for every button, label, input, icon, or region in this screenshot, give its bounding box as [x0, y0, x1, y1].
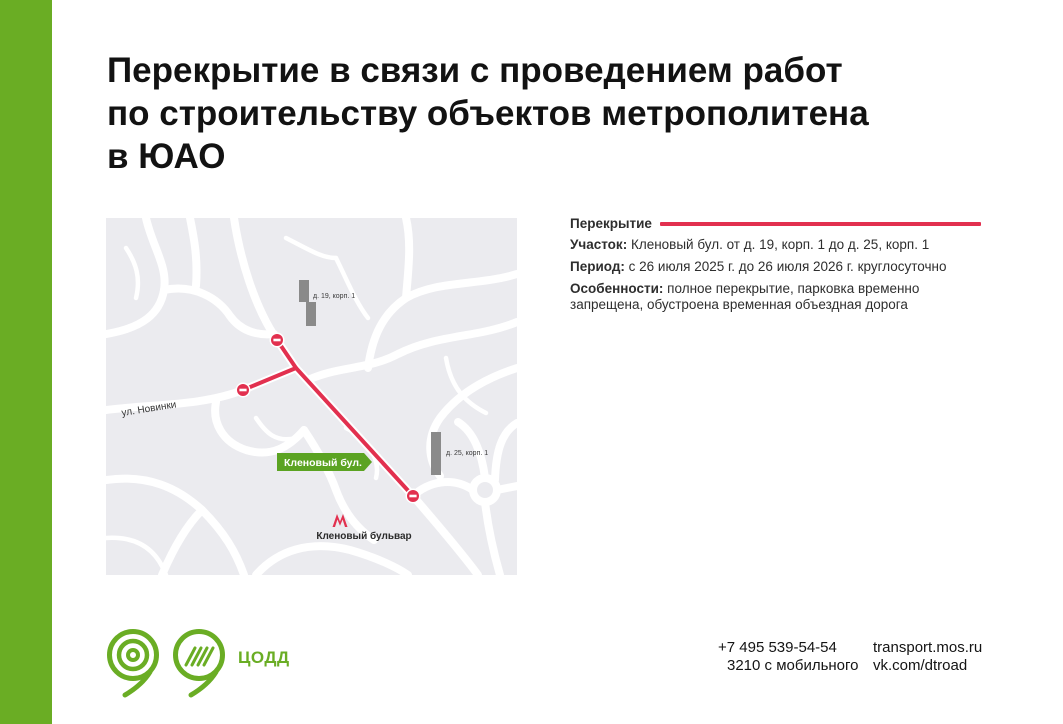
closure-map: [106, 218, 517, 575]
legend-section-value: Кленовый бул. от д. 19, корп. 1 до д. 25, корп. 1: [630, 237, 930, 252]
no-entry-icon: [236, 383, 251, 398]
street-tag-klenovy: [277, 453, 372, 471]
road: [406, 218, 409, 298]
no-entry-icon: [406, 489, 421, 504]
sign-bar: [273, 339, 280, 342]
legend-closure-line: [660, 222, 981, 226]
logo-tail: [125, 672, 150, 695]
legend-period: [570, 259, 946, 275]
title-line-3: в ЮАО: [107, 137, 226, 176]
contact-phone: +7 495 539-54-54: [718, 639, 837, 656]
building-shape: [431, 432, 441, 475]
building-19-label: д. 19, корп. 1: [313, 293, 356, 300]
legend-section-label: Участок:: [570, 237, 628, 252]
logo-middle-ring: [119, 641, 147, 669]
legend-features: [570, 281, 970, 313]
legend-features-label: Особенности:: [570, 281, 664, 296]
building-shape: [299, 280, 309, 302]
street-label-novinki: ул. Новинки: [120, 399, 178, 419]
legend-period-value: с 26 июля 2025 г. до 26 июля 2026 г. круглосуточно: [628, 259, 947, 274]
brand-name: ЦОДД: [238, 648, 290, 667]
legend-features-value: полное перекрытие, парковка временно запрещена, обустроена временная объездная дорога: [570, 281, 920, 312]
legend-period-label: Период:: [570, 259, 625, 274]
legend-closure-label: Перекрытие: [570, 216, 652, 231]
codd-logo-icon: [176, 632, 223, 696]
logo-tail: [191, 672, 216, 695]
website-link[interactable]: transport.mos.ru: [873, 639, 983, 656]
footer-logos: [100, 624, 235, 700]
building-shape: [306, 302, 316, 326]
legend-section: [570, 237, 929, 253]
road: [497, 486, 517, 490]
metro-station-label: Кленовый бульвар: [316, 531, 412, 542]
page-title: [107, 49, 869, 178]
title-line-2: по строительству объектов метрополитена: [107, 94, 869, 133]
no-entry-icon: [270, 333, 285, 348]
sign-bar: [409, 495, 416, 498]
accent-side-bar: [0, 0, 52, 724]
transport-logo-icon: [110, 632, 157, 696]
logo-inner-ring: [128, 650, 138, 660]
title-line-1: Перекрытие в связи с проведением работ: [107, 51, 843, 90]
sign-bar: [239, 389, 246, 392]
map-canvas: [106, 218, 517, 575]
social-link[interactable]: vk.com/dtroad: [873, 657, 968, 674]
street-tag-label: Кленовый бул.: [284, 457, 362, 469]
contact-mobile-short: 3210 с мобильного: [727, 657, 859, 674]
building-25-label: д. 25, корп. 1: [446, 450, 489, 457]
